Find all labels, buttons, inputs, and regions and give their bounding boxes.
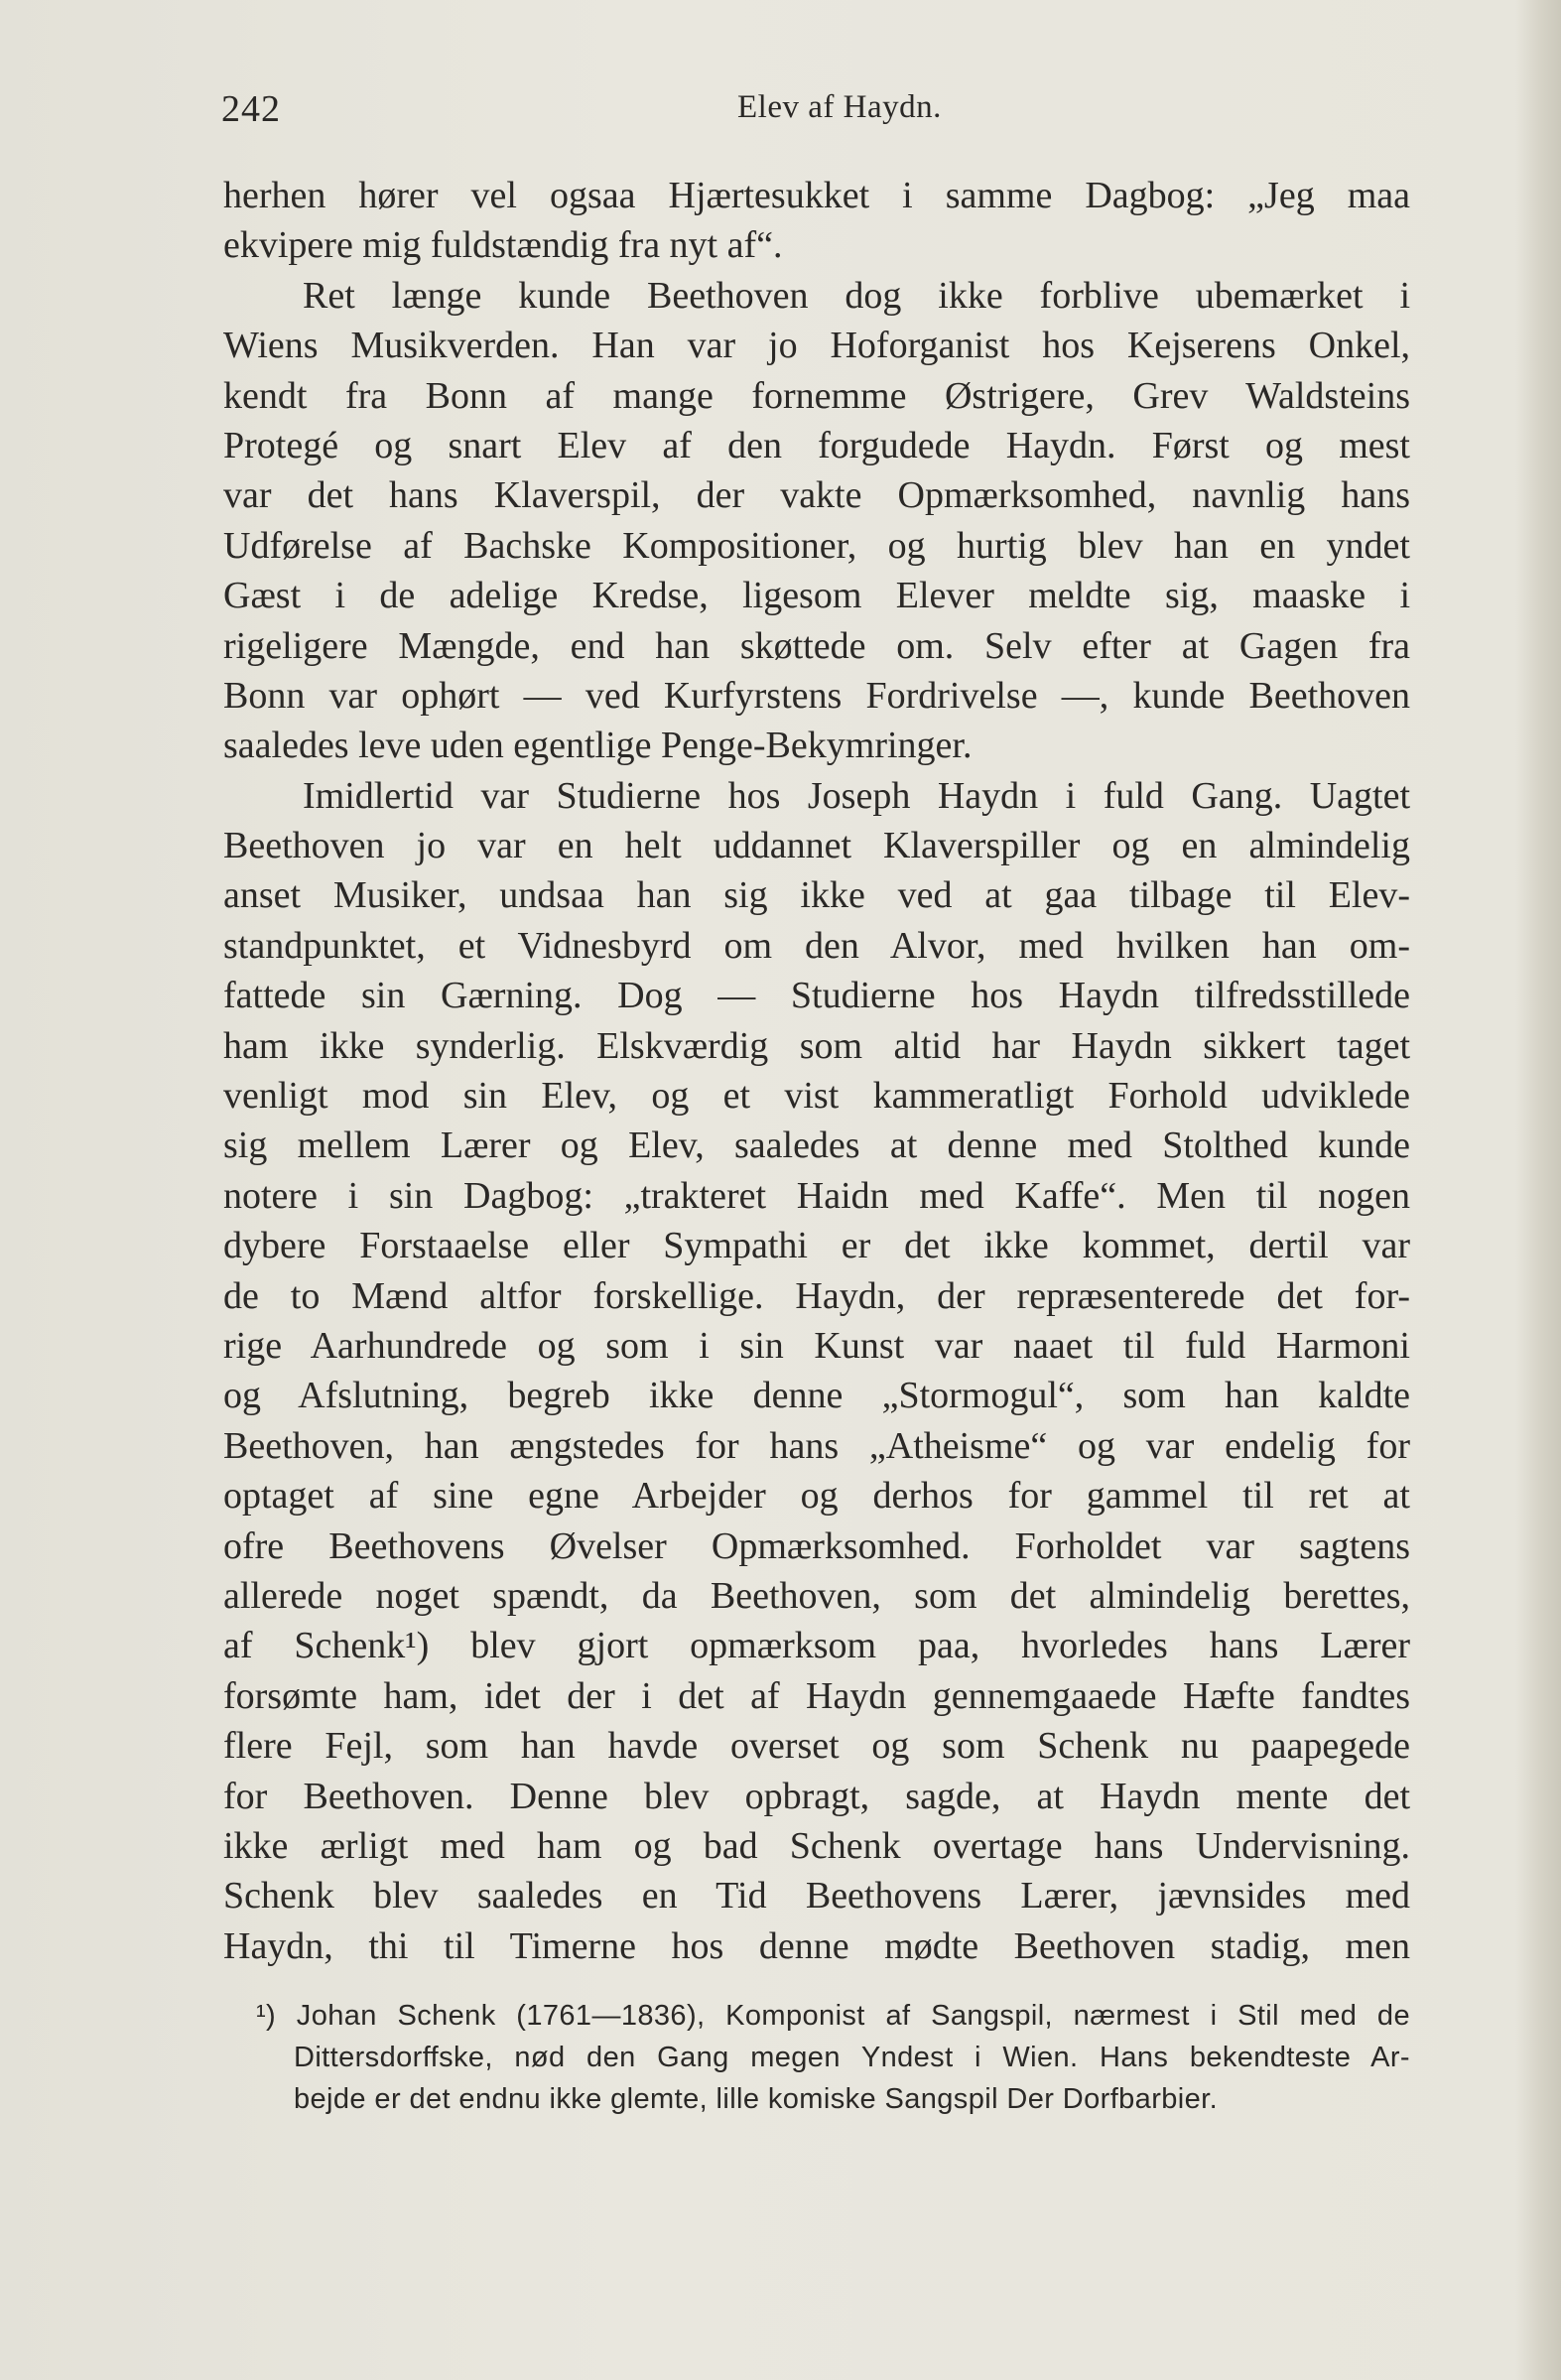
running-head: Elev af Haydn. xyxy=(737,89,942,125)
text-line: rige Aarhundrede og som i sin Kunst var naaet til fuld Harmoni xyxy=(223,1324,1410,1367)
footnote-line: Dittersdorffske, nød den Gang megen Yndest i Wien. Hans bekendteste Ar- xyxy=(294,2042,1410,2073)
text-line: ham ikke synderlig. Elskværdig som altid har Haydn sikkert taget xyxy=(223,1024,1410,1067)
text-line: venligt mod sin Elev, og et vist kammeratligt Forhold udviklede xyxy=(223,1075,1410,1118)
text-line: var det hans Klaverspil, der vakte Opmærksomhed, navnlig hans xyxy=(223,474,1410,517)
footnote-line: bejde er det endnu ikke glemte, lille komiske Sangspil Der Dorfbarbier. xyxy=(294,2083,1219,2115)
text-line: af Schenk¹) blev gjort opmærksom paa, hvorledes hans Lærer xyxy=(223,1625,1410,1667)
page-edge-shadow xyxy=(1515,0,1561,2380)
text-line: Haydn, thi til Timerne hos denne mødte Beethoven stadig, men xyxy=(223,1924,1410,1967)
text-line: fattede sin Gærning. Dog — Studierne hos Haydn tilfredsstillede xyxy=(223,975,1410,1017)
text-line: Gæst i de adelige Kredse, ligesom Elever meldte sig, maaske i xyxy=(223,575,1410,617)
text-line: Ret længe kunde Beethoven dog ikke forblive ubemærket i xyxy=(303,274,1410,317)
footnotes xyxy=(223,1995,1410,2120)
text-line: Beethoven, han ængstedes for hans „Atheisme“ og var endelig for xyxy=(223,1424,1410,1467)
page-header xyxy=(221,87,1412,137)
text-line: anset Musiker, undsaa han sig ikke ved at gaa tilbage til Elev- xyxy=(223,874,1410,917)
text-line: sig mellem Lærer og Elev, saaledes at denne med Stolthed kunde xyxy=(223,1124,1410,1167)
text-line: herhen hører vel ogsaa Hjærtesukket i samme Dagbog: „Jeg maa xyxy=(223,175,1410,216)
text-line: Schenk blev saaledes en Tid Beethovens Lærer, jævnsides med xyxy=(223,1875,1410,1917)
text-line: rigeligere Mængde, end han skøttede om. Selv efter at Gagen fra xyxy=(223,624,1410,667)
text-line: kendt fra Bonn af mange fornemme Østrigere, Grev Waldsteins xyxy=(223,374,1410,417)
text-line: Wiens Musikverden. Han var jo Hoforganist hos Kejserens Onkel, xyxy=(223,325,1410,367)
text-line: Udførelse af Bachske Kompositioner, og hurtig blev han en yndet xyxy=(223,524,1410,567)
text-line: Protegé og snart Elev af den forgudede Haydn. Først og mest xyxy=(223,424,1410,466)
text-line: forsømte ham, idet der i det af Haydn gennemgaaede Hæfte fandtes xyxy=(223,1674,1410,1717)
text-line: ikke ærligt med ham og bad Schenk overtage hans Undervisning. xyxy=(223,1824,1410,1867)
text-line: optaget af sine egne Arbejder og derhos for gammel til ret at xyxy=(223,1475,1410,1518)
text-line: dybere Forstaaelse eller Sympathi er det ikke kommet, dertil var xyxy=(223,1225,1410,1267)
text-line: ofre Beethovens Øvelser Opmærksomhed. Forholdet var sagtens xyxy=(223,1524,1410,1567)
text-line: ekvipere mig fuldstændig fra nyt af“. xyxy=(223,224,783,267)
page-number: 242 xyxy=(221,88,281,130)
text-line: Bonn var ophørt — ved Kurfyrstens Fordrivelse —, kunde Beethoven xyxy=(223,674,1410,717)
text-line: standpunktet, et Vidnesbyrd om den Alvor, med hvilken han om- xyxy=(223,924,1410,967)
text-line: flere Fejl, som han havde overset og som Schenk nu paapegede xyxy=(223,1725,1410,1768)
text-line: de to Mænd altfor forskellige. Haydn, der repræsenterede det for- xyxy=(223,1274,1410,1317)
text-line: og Afslutning, begreb ikke denne „Stormogul“, som han kaldte xyxy=(223,1375,1410,1417)
text-line: Imidlertid var Studierne hos Joseph Haydn i fuld Gang. Uagtet xyxy=(303,774,1410,817)
text-line: notere i sin Dagbog: „trakteret Haidn med Kaffe“. Men til nogen xyxy=(223,1174,1410,1217)
text-line: Beethoven jo var en helt uddannet Klaverspiller og en almindelig xyxy=(223,825,1410,867)
text-line: for Beethoven. Denne blev opbragt, sagde, at Haydn mente det xyxy=(223,1775,1410,1817)
footnote-line: ¹) Johan Schenk (1761—1836), Komponist af Sangspil, nærmest i Stil med de xyxy=(256,2000,1410,2032)
body-text xyxy=(223,171,1410,1971)
text-line: saaledes leve uden egentlige Penge-Bekymringer. xyxy=(223,725,973,767)
text-line: allerede noget spændt, da Beethoven, som det almindelig berettes, xyxy=(223,1574,1410,1617)
